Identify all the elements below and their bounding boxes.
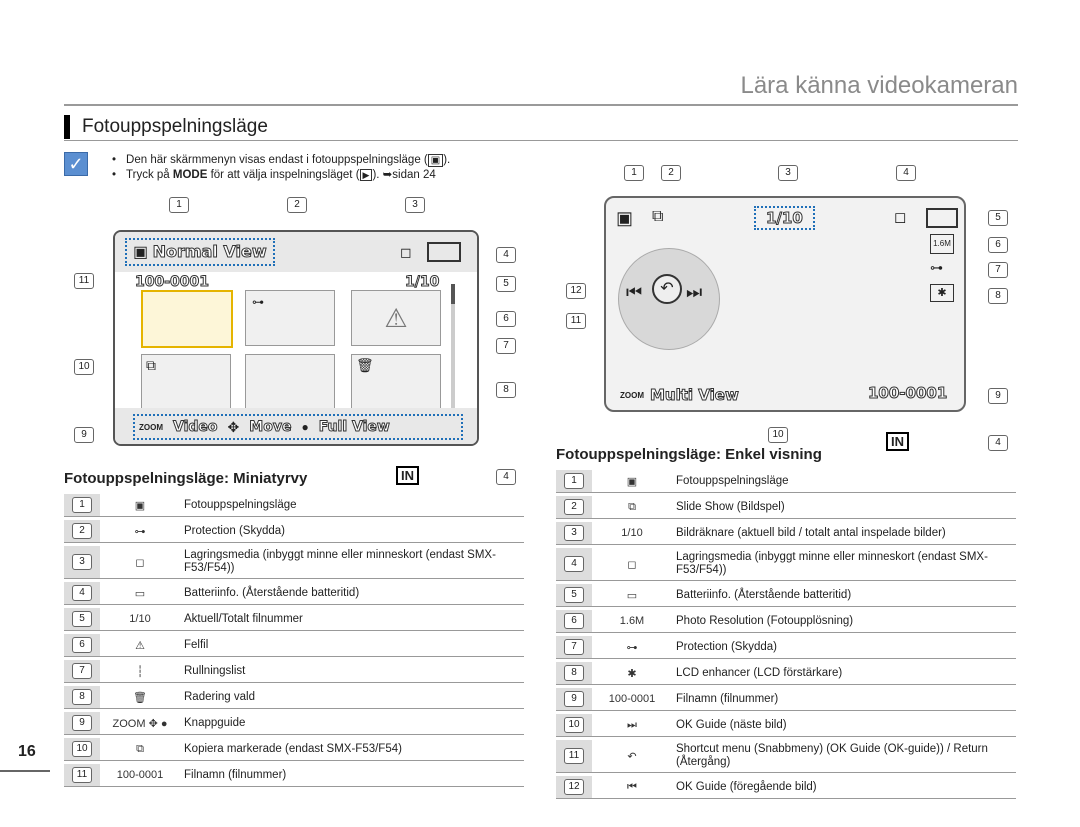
screen-title: Normal View: [152, 242, 267, 261]
row-description: Lagringsmedia (inbyggt minne eller minneskort (endast SMX-F53/F54)): [676, 551, 988, 576]
row-description: Batteriinfo. (Återstående batteritid): [676, 588, 852, 601]
callout-8: 8: [988, 285, 1008, 304]
internal-memory-badge: IN: [396, 466, 419, 485]
guide-multi-view: Multi View: [650, 386, 739, 404]
row-description: Bildräknare (aktuell bild / totalt antal inspelade bilder): [676, 526, 946, 539]
button-guide: [133, 414, 463, 440]
section-title: Fotouppspelningsläge: [64, 115, 268, 139]
row-number: 4: [64, 582, 100, 604]
row-icon: ▣: [626, 475, 638, 488]
legend-row: [556, 548, 1016, 581]
file-number: 100-0001: [135, 274, 209, 290]
legend-row: [64, 738, 524, 761]
copy-icon: ⧉: [146, 357, 156, 373]
legend-row: [556, 776, 1016, 799]
row-number: 5: [64, 608, 100, 630]
file-number: 100-0001: [868, 384, 948, 402]
thumbnail-error[interactable]: [351, 290, 441, 346]
callout-7: 7: [496, 335, 516, 354]
storage-icon: ◻: [400, 244, 412, 260]
legend-row: [64, 546, 524, 579]
chapter-header: Lära känna videokameran: [740, 72, 1018, 99]
row-icon: ⏮: [627, 780, 637, 793]
row-number: 11: [64, 764, 100, 786]
row-number: 4: [556, 548, 592, 580]
row-description: Fotouppspelningsläge: [676, 474, 789, 487]
error-icon: ⚠: [384, 303, 408, 333]
callout-10: 10: [74, 356, 94, 375]
row-description: Filnamn (filnummer): [184, 768, 287, 781]
row-number: 8: [556, 662, 592, 684]
row-number: 3: [64, 546, 100, 578]
thumbnail-view-screen: [113, 230, 479, 446]
legend-row: [556, 470, 1016, 493]
row-description: Kopiera markerade (endast SMX-F53/F54): [184, 742, 402, 755]
row-number: 6: [556, 610, 592, 632]
right-table-title: Fotouppspelningsläge: Enkel visning: [556, 446, 822, 463]
row-number: 10: [556, 714, 592, 736]
row-description: Protection (Skydda): [184, 524, 285, 537]
row-description: Protection (Skydda): [676, 640, 777, 653]
image-counter: 1/10: [754, 206, 815, 230]
legend-row: [556, 584, 1016, 607]
protection-icon: ⊶: [252, 295, 264, 309]
row-number: 2: [64, 520, 100, 542]
legend-row: [64, 712, 524, 735]
row-number: 11: [556, 740, 592, 772]
previous-image-icon[interactable]: ⏮: [626, 282, 643, 302]
legend-row: [556, 522, 1016, 545]
row-number: 9: [556, 688, 592, 710]
callout-9: 9: [988, 385, 1008, 404]
thumbnail-copy[interactable]: [141, 354, 231, 410]
row-icon: ZOOM ✥ ●: [112, 717, 168, 730]
row-icon: ▭: [626, 589, 638, 602]
row-icon: ✱: [627, 667, 637, 680]
row-icon: ⧉: [136, 742, 144, 755]
legend-row: [556, 714, 1016, 737]
zoom-label: ZOOM: [620, 390, 644, 400]
battery-icon: [926, 208, 958, 228]
row-number: 8: [64, 686, 100, 708]
callout-11: 11: [74, 270, 94, 289]
row-icon: 100-0001: [116, 769, 164, 781]
mode-title-box: [125, 238, 275, 266]
row-number: 3: [556, 522, 592, 544]
row-icon: ⏭: [627, 718, 637, 731]
row-icon: ◻: [627, 558, 637, 571]
row-description: Filnamn (filnummer): [676, 692, 779, 705]
legend-row: [64, 608, 524, 631]
row-icon: ▣: [134, 499, 146, 512]
row-description: LCD enhancer (LCD förstärkare): [676, 666, 843, 679]
legend-row: [556, 688, 1016, 711]
guide-move: Move: [249, 419, 292, 435]
internal-memory-badge: IN: [886, 432, 909, 451]
left-table-title: Fotouppspelningsläge: Miniatyrvy: [64, 470, 308, 487]
row-icon: ⧉: [628, 500, 636, 513]
callout-2: 2: [287, 194, 307, 213]
file-counter: 1/10: [405, 274, 440, 290]
row-description: Felfil: [184, 638, 209, 651]
row-number: 7: [556, 636, 592, 658]
callout-10: 10: [768, 424, 788, 443]
callout-11: 11: [566, 310, 586, 329]
row-icon: 1/10: [129, 613, 151, 625]
playback-mode-icon: ▣: [428, 154, 443, 167]
legend-row: [556, 662, 1016, 685]
note-2: • Tryck på MODE för att välja inspelningsläget ( ▶ ). ➥sidan 24: [112, 168, 450, 183]
legend-row: [64, 686, 524, 709]
row-number: 10: [64, 738, 100, 760]
callout-2: 2: [661, 162, 681, 181]
callout-4: 4: [496, 244, 516, 263]
callout-6: 6: [496, 308, 516, 327]
row-icon: ↶: [627, 750, 637, 763]
thumbnail-protected[interactable]: [245, 290, 335, 346]
row-icon: 1/10: [621, 527, 643, 539]
next-image-icon[interactable]: ⏭: [686, 282, 703, 302]
storage-icon: ◻: [894, 209, 907, 226]
row-icon: ⊶: [134, 525, 146, 538]
row-number: 9: [64, 712, 100, 734]
legend-row: [64, 660, 524, 683]
callout-4: 4: [896, 162, 916, 181]
notes: [112, 153, 450, 183]
legend-row: [556, 610, 1016, 633]
legend-row: [64, 764, 524, 787]
legend-row: [64, 634, 524, 657]
row-description: Slide Show (Bildspel): [676, 500, 785, 513]
row-icon: ◻: [135, 556, 145, 569]
callout-5: 5: [496, 273, 516, 292]
legend-row: [64, 494, 524, 517]
row-number: 6: [64, 634, 100, 656]
legend-row: [556, 496, 1016, 519]
row-description: Knappguide: [184, 716, 246, 729]
lcd-enhancer-icon: ✱: [930, 284, 954, 302]
photo-playback-icon: ▣: [616, 208, 634, 228]
row-description: Lagringsmedia (inbyggt minne eller minneskort (endast SMX-F53/F54)): [184, 549, 496, 574]
row-description: Aktuell/Totalt filnummer: [184, 612, 303, 625]
thumbnail[interactable]: [245, 354, 335, 410]
row-icon: 100-0001: [608, 693, 656, 705]
note-check-icon: ✓: [64, 152, 88, 176]
row-number: 7: [64, 660, 100, 682]
row-icon: ⚠: [135, 639, 145, 652]
row-description: Radering vald: [184, 690, 255, 703]
row-number: 1: [556, 470, 592, 492]
row-number: 5: [556, 584, 592, 606]
button-guide: [620, 386, 739, 404]
guide-full-view: Full View: [318, 419, 390, 435]
callout-9: 9: [74, 424, 94, 443]
row-number: 12: [556, 776, 592, 798]
callout-6: 6: [988, 234, 1008, 253]
row-icon: ⊶: [626, 641, 638, 654]
row-description: OK Guide (föregående bild): [676, 780, 817, 793]
battery-icon: [427, 242, 461, 262]
row-icon: ┆: [136, 665, 144, 678]
resolution-icon: 1.6M: [930, 234, 954, 254]
row-description: Shortcut menu (Snabbmeny) (OK Guide (OK-guide)) / Return (Återgång): [676, 743, 988, 768]
protection-icon: ⊶: [930, 260, 943, 275]
legend-row: [64, 582, 524, 605]
thumbnail-delete[interactable]: [351, 354, 441, 410]
callout-3: 3: [778, 162, 798, 181]
row-description: Batteriinfo. (Återstående batteritid): [184, 586, 360, 599]
ok-icon: ●: [301, 420, 309, 434]
callout-12: 12: [566, 280, 586, 299]
callout-1: 1: [169, 194, 189, 213]
row-description: Rullningslist: [184, 664, 246, 677]
legend-row: [556, 636, 1016, 659]
move-icon: ✥: [227, 418, 240, 435]
row-description: Fotouppspelningsläge: [184, 498, 297, 511]
legend-row: [64, 520, 524, 543]
slideshow-icon: ⧉: [652, 208, 664, 225]
return-icon[interactable]: ↶: [652, 274, 682, 304]
callout-4: 4: [988, 435, 1008, 451]
page-number: 16: [18, 743, 36, 760]
guide-video: Video: [173, 419, 218, 435]
note-1: • Den här skärmmenyn visas endast i fotouppspelningsläge ( ▣ ).: [112, 153, 450, 168]
callout-5: 5: [988, 207, 1008, 226]
zoom-label: ZOOM: [139, 422, 163, 432]
row-icon: 1.6M: [619, 615, 645, 627]
section-divider: [64, 140, 1018, 141]
row-number: 2: [556, 496, 592, 518]
callout-1: 1: [624, 162, 644, 181]
callout-4: 4: [496, 469, 516, 485]
row-description: Photo Resolution (Fotoupplösning): [676, 614, 854, 627]
legend-row: [556, 740, 1016, 773]
photo-playback-icon: ▣: [133, 244, 149, 261]
page-number-rule: [0, 770, 50, 772]
single-view-screen: [604, 196, 966, 412]
scrollbar-thumb[interactable]: [451, 284, 455, 304]
trash-icon: 🗑: [356, 357, 374, 373]
row-icon: 🗑: [133, 691, 147, 704]
header-divider: [64, 104, 1018, 106]
row-number: 1: [64, 494, 100, 516]
callout-3: 3: [405, 194, 425, 213]
play-mode-icon: ▶: [360, 169, 373, 181]
thumbnail-selected[interactable]: [141, 290, 233, 348]
row-description: OK Guide (näste bild): [676, 718, 787, 731]
callout-8: 8: [496, 379, 516, 398]
row-icon: ▭: [134, 587, 146, 600]
callout-7: 7: [988, 259, 1008, 278]
